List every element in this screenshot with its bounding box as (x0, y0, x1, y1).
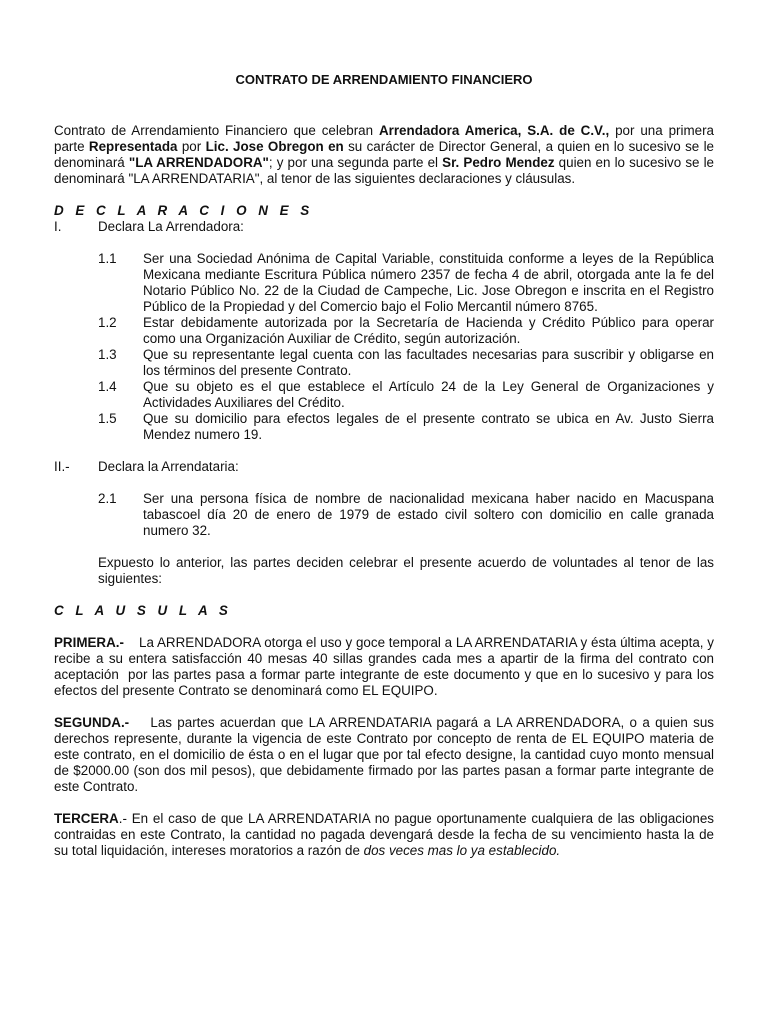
representative-name: Lic. Jose Obregon en (205, 139, 344, 154)
intro-paragraph: Contrato de Arrendamiento Financiero que celebran Arrendadora America, S.A. de C.V., por una primera parte Representada por Lic. Jose Obregon en su carácter de Director General, a quien en lo sucesivo se le denominará "LA ARRENDADORA"; y por una segunda parte el Sr. Pedro Mendez quien en lo sucesivo se le denominará "LA ARRENDATARIA", al tenor de las siguientes declaraciones y cláusulas. (54, 123, 715, 186)
declaration-item-number: 1.3 (98, 347, 117, 362)
declaration-header-2: II.- Declara la Arrendataria: (54, 459, 239, 474)
declaraciones-heading: D E C L A R A C I O N E S (54, 203, 314, 218)
arrendadora-name: Arrendadora America, S.A. de C.V., (378, 123, 610, 138)
declaration-item-text: Que su domicilio para efectos legales de el presente contrato se ubica en Av. Justo Sierra Mendez numero 19. (143, 411, 714, 442)
declaration-item (98, 411, 714, 443)
declaration-item (98, 315, 714, 347)
declaration-item-text: Que su objeto es el que establece el Artículo 24 de la Ley General de Organizaciones y Actividades Auxiliares del Crédito. (143, 379, 714, 410)
declaration-item-number: 2.1 (98, 491, 117, 506)
clausula-segunda: SEGUNDA.- Las partes acuerdan que LA ARRENDATARIA pagará a LA ARRENDADORA, o a quien sus derechos represente, durante la vigencia de este Contrato por concepto de renta de EL EQUIPO materia de este contrato, en el domicilio de ésta o en el lugar que por tal efecto designe, la cantidad cuyo monto mensual de $2000.00 (son dos mil pesos), que debidamente firmado por las partes pasan a formar parte integrante de este Contrato. (54, 715, 718, 794)
declaration-item (98, 379, 714, 411)
declaration-list-1 (54, 251, 714, 443)
declaration-item-number: 1.2 (98, 315, 117, 330)
declaration-item (98, 347, 714, 379)
declaration-item (98, 491, 714, 539)
declaration-item (98, 251, 714, 315)
declaration-item-text: Estar debidamente autorizada por la Secretaría de Hacienda y Crédito Público para operar como una Organización Auxiliar de Crédito, según autorización. (143, 315, 714, 346)
declaration-item-text: Ser una Sociedad Anónima de Capital Variable, constituida conforme a leyes de la República Mexicana mediante Escritura Pública número 2357 de fecha 4 de abril, otorgada ante la fe del Notario Público No. 22 de la Ciudad de Campeche, Lic. Jose Obregon e inscrita en el Registro Público de la Propiedad y del Comercio bajo el Folio Mercantil número 8765. (143, 251, 714, 314)
clausula-tercera: TERCERA.- En el caso de que LA ARRENDATARIA no pague oportunamente cualquiera de las obligaciones contraidas en este Contrato, la cantidad no pagada devengará desde la fecha de su vencimiento hasta la de su total liquidación, intereses moratorios a razón de dos veces mas lo ya establecido. (54, 811, 714, 858)
declaration-list-2 (54, 491, 714, 539)
declaration-item-number: 1.4 (98, 379, 117, 394)
declaration-item-text: Que su representante legal cuenta con las facultades necesarias para suscribir y obligarse en los términos del presente Contrato. (143, 347, 714, 378)
expuesto-paragraph: Expuesto lo anterior, las partes deciden celebrar el presente acuerdo de voluntades al tenor de las siguientes: (98, 555, 714, 586)
arrendatario-name: Sr. Pedro Mendez (442, 155, 555, 170)
clausula-primera: PRIMERA.- La ARRENDADORA otorga el uso y goce temporal a LA ARRENDATARIA y ésta última acepta, y recibe a su entera satisfacción 40 mesas 40 sillas grandes cada mes a apartir de la firma del contrato con aceptación por las partes pasa a formar parte integrante de este documento y que en lo sucesivo y para los efectos del presente Contrato se denominará como EL EQUIPO. (54, 635, 718, 698)
clausulas-heading: C L A U S U L A S (54, 603, 232, 618)
declaration-item-text: Ser una persona física de nombre de nacionalidad mexicana haber nacido en Macuspana tabascoel día 20 de enero de 1979 de estado civil soltero con domicilio en calle granada numero 32. (143, 491, 714, 538)
declaration-item-number: 1.5 (98, 411, 117, 426)
declaration-item-number: 1.1 (98, 251, 117, 266)
document-title: CONTRATO DE ARRENDAMIENTO FINANCIERO (235, 72, 533, 87)
declaration-header-1: I. Declara La Arrendadora: (54, 219, 244, 234)
declaraciones-section (54, 203, 718, 859)
